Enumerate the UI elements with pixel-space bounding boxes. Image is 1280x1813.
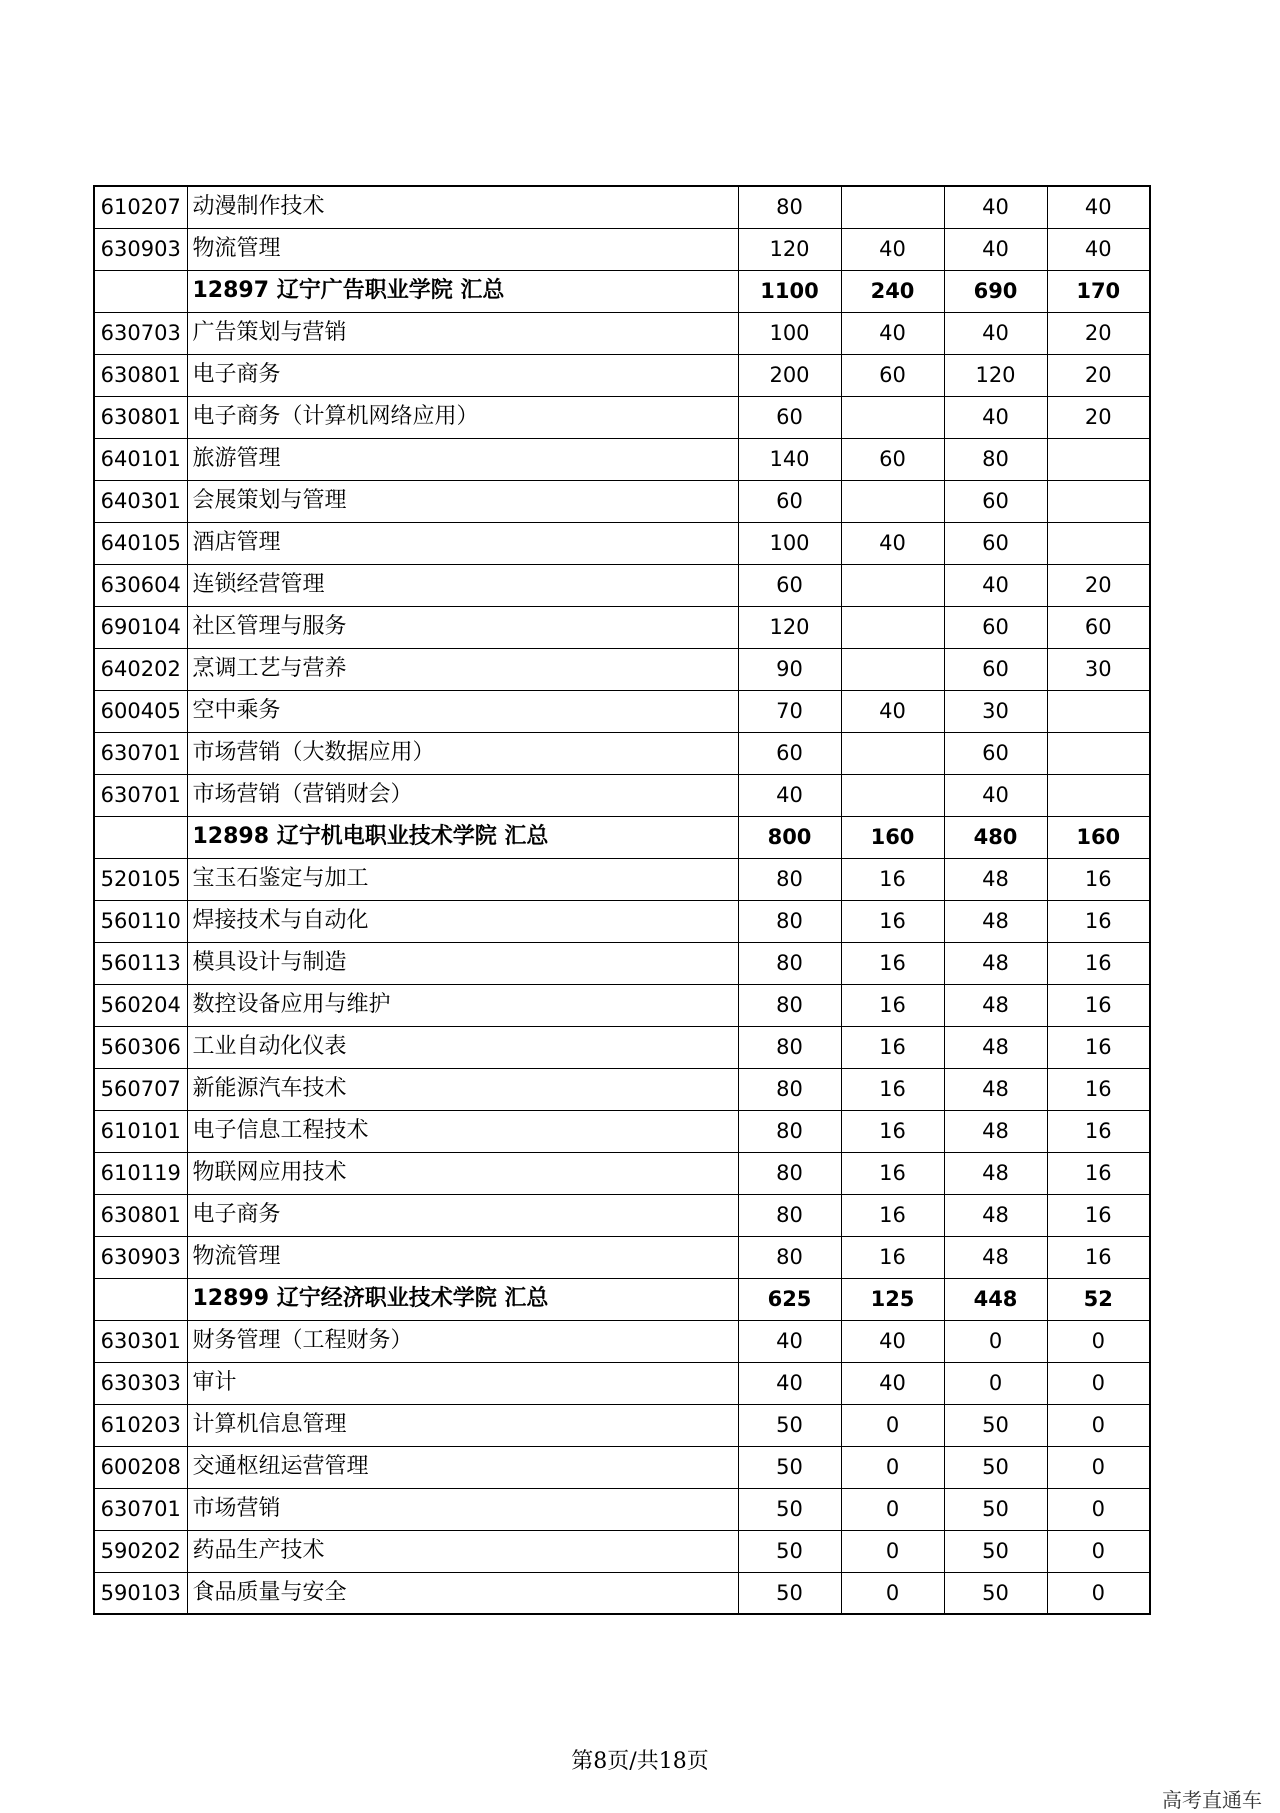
major-name-cell: 市场营销 <box>187 1488 738 1530</box>
quota-cell-2 <box>841 186 944 228</box>
table-body <box>94 186 1150 1614</box>
quota-cell-4: 40 <box>1047 186 1150 228</box>
quota-cell-2: 0 <box>841 1446 944 1488</box>
major-name-cell: 社区管理与服务 <box>187 606 738 648</box>
quota-cell-4: 0 <box>1047 1446 1150 1488</box>
major-code-cell: 560110 <box>94 900 187 942</box>
quota-cell-4: 16 <box>1047 1194 1150 1236</box>
major-code-cell <box>94 816 187 858</box>
table-row <box>94 1194 1150 1236</box>
major-name-cell: 烹调工艺与营养 <box>187 648 738 690</box>
quota-cell-1: 60 <box>738 480 841 522</box>
quota-cell-1: 80 <box>738 1236 841 1278</box>
quota-cell-4: 0 <box>1047 1362 1150 1404</box>
quota-cell-3: 48 <box>944 900 1047 942</box>
major-name-cell: 电子信息工程技术 <box>187 1110 738 1152</box>
major-code-cell: 630801 <box>94 396 187 438</box>
table-row <box>94 1110 1150 1152</box>
quota-cell-3: 48 <box>944 1194 1047 1236</box>
quota-cell-4: 0 <box>1047 1572 1150 1614</box>
quota-cell-1: 50 <box>738 1446 841 1488</box>
quota-cell-2: 0 <box>841 1488 944 1530</box>
quota-cell-4: 0 <box>1047 1404 1150 1446</box>
quota-cell-4: 0 <box>1047 1488 1150 1530</box>
major-code-cell: 630701 <box>94 732 187 774</box>
quota-cell-3: 48 <box>944 1026 1047 1068</box>
quota-cell-4: 20 <box>1047 396 1150 438</box>
table-row <box>94 1572 1150 1614</box>
quota-cell-2: 60 <box>841 354 944 396</box>
quota-cell-1: 60 <box>738 564 841 606</box>
major-name-cell: 物流管理 <box>187 1236 738 1278</box>
quota-cell-3: 80 <box>944 438 1047 480</box>
quota-cell-3: 0 <box>944 1320 1047 1362</box>
quota-cell-1: 60 <box>738 396 841 438</box>
table-row <box>94 1152 1150 1194</box>
quota-cell-2: 16 <box>841 1152 944 1194</box>
quota-cell-2: 40 <box>841 690 944 732</box>
quota-cell-1: 120 <box>738 606 841 648</box>
major-code-cell: 600208 <box>94 1446 187 1488</box>
quota-cell-2: 0 <box>841 1530 944 1572</box>
quota-cell-4: 160 <box>1047 816 1150 858</box>
table-row <box>94 564 1150 606</box>
major-code-cell: 590202 <box>94 1530 187 1572</box>
quota-cell-1: 1100 <box>738 270 841 312</box>
major-code-cell: 610101 <box>94 1110 187 1152</box>
quota-cell-2: 16 <box>841 900 944 942</box>
quota-cell-4: 20 <box>1047 312 1150 354</box>
major-code-cell: 520105 <box>94 858 187 900</box>
quota-cell-1: 70 <box>738 690 841 732</box>
major-name-cell: 模具设计与制造 <box>187 942 738 984</box>
table-row <box>94 1488 1150 1530</box>
quota-cell-3: 0 <box>944 1362 1047 1404</box>
table-row <box>94 1362 1150 1404</box>
quota-cell-3: 50 <box>944 1446 1047 1488</box>
quota-cell-2: 40 <box>841 312 944 354</box>
major-name-cell: 数控设备应用与维护 <box>187 984 738 1026</box>
quota-cell-3: 120 <box>944 354 1047 396</box>
quota-cell-4 <box>1047 732 1150 774</box>
quota-cell-2: 40 <box>841 1320 944 1362</box>
quota-cell-3: 60 <box>944 522 1047 564</box>
quota-cell-4: 30 <box>1047 648 1150 690</box>
major-code-cell: 630701 <box>94 774 187 816</box>
quota-cell-3: 60 <box>944 648 1047 690</box>
quota-cell-3: 40 <box>944 774 1047 816</box>
major-code-cell: 560204 <box>94 984 187 1026</box>
major-name-cell: 市场营销（大数据应用） <box>187 732 738 774</box>
quota-cell-1: 80 <box>738 1152 841 1194</box>
table-row <box>94 732 1150 774</box>
major-code-cell: 640101 <box>94 438 187 480</box>
major-name-cell: 酒店管理 <box>187 522 738 564</box>
table-row <box>94 480 1150 522</box>
quota-cell-3: 48 <box>944 1236 1047 1278</box>
quota-cell-4: 170 <box>1047 270 1150 312</box>
quota-cell-3: 48 <box>944 1068 1047 1110</box>
quota-cell-1: 80 <box>738 900 841 942</box>
major-name-cell: 空中乘务 <box>187 690 738 732</box>
quota-cell-1: 100 <box>738 312 841 354</box>
quota-cell-1: 80 <box>738 984 841 1026</box>
quota-cell-2 <box>841 396 944 438</box>
quota-cell-3: 48 <box>944 858 1047 900</box>
quota-cell-1: 80 <box>738 942 841 984</box>
major-name-cell: 宝玉石鉴定与加工 <box>187 858 738 900</box>
quota-cell-1: 40 <box>738 1362 841 1404</box>
quota-cell-3: 48 <box>944 1152 1047 1194</box>
table-row <box>94 1530 1150 1572</box>
quota-cell-1: 50 <box>738 1530 841 1572</box>
major-code-cell <box>94 270 187 312</box>
table-row <box>94 228 1150 270</box>
major-code-cell: 630604 <box>94 564 187 606</box>
major-name-cell: 市场营销（营销财会） <box>187 774 738 816</box>
quota-cell-1: 200 <box>738 354 841 396</box>
quota-cell-2 <box>841 564 944 606</box>
quota-cell-2: 160 <box>841 816 944 858</box>
quota-cell-3: 690 <box>944 270 1047 312</box>
quota-cell-4 <box>1047 522 1150 564</box>
quota-cell-3: 40 <box>944 564 1047 606</box>
major-name-cell: 连锁经营管理 <box>187 564 738 606</box>
quota-cell-4: 0 <box>1047 1320 1150 1362</box>
quota-cell-2: 16 <box>841 1068 944 1110</box>
quota-cell-2: 125 <box>841 1278 944 1320</box>
table-row <box>94 858 1150 900</box>
quota-cell-2: 16 <box>841 984 944 1026</box>
quota-cell-4: 16 <box>1047 900 1150 942</box>
table-row <box>94 900 1150 942</box>
major-code-cell <box>94 1278 187 1320</box>
quota-cell-3: 60 <box>944 606 1047 648</box>
quota-cell-2: 240 <box>841 270 944 312</box>
quota-cell-4 <box>1047 438 1150 480</box>
major-code-cell: 590103 <box>94 1572 187 1614</box>
watermark-text: 高考直通车 <box>1162 1788 1262 1812</box>
table-row <box>94 312 1150 354</box>
school-summary-name-cell: 12899 辽宁经济职业技术学院 汇总 <box>187 1278 738 1320</box>
quota-cell-4: 60 <box>1047 606 1150 648</box>
quota-cell-3: 60 <box>944 480 1047 522</box>
quota-cell-3: 48 <box>944 984 1047 1026</box>
table-row <box>94 690 1150 732</box>
quota-cell-1: 625 <box>738 1278 841 1320</box>
major-code-cell: 630703 <box>94 312 187 354</box>
table-row <box>94 1404 1150 1446</box>
quota-cell-4: 16 <box>1047 858 1150 900</box>
quota-cell-1: 80 <box>738 1068 841 1110</box>
table-row <box>94 942 1150 984</box>
major-code-cell: 640105 <box>94 522 187 564</box>
major-code-cell: 600405 <box>94 690 187 732</box>
quota-cell-3: 30 <box>944 690 1047 732</box>
enrollment-table <box>93 185 1151 1615</box>
major-name-cell: 广告策划与营销 <box>187 312 738 354</box>
quota-cell-4: 16 <box>1047 1236 1150 1278</box>
quota-cell-3: 480 <box>944 816 1047 858</box>
table-row <box>94 1320 1150 1362</box>
quota-cell-2: 40 <box>841 228 944 270</box>
quota-cell-2: 40 <box>841 522 944 564</box>
major-name-cell: 工业自动化仪表 <box>187 1026 738 1068</box>
quota-cell-2: 16 <box>841 1194 944 1236</box>
quota-cell-3: 448 <box>944 1278 1047 1320</box>
quota-cell-2 <box>841 774 944 816</box>
table-row <box>94 984 1150 1026</box>
quota-cell-3: 50 <box>944 1572 1047 1614</box>
table-row <box>94 1026 1150 1068</box>
major-code-cell: 630801 <box>94 354 187 396</box>
summary-row <box>94 270 1150 312</box>
major-code-cell: 610119 <box>94 1152 187 1194</box>
major-code-cell: 560306 <box>94 1026 187 1068</box>
major-name-cell: 会展策划与管理 <box>187 480 738 522</box>
quota-cell-4 <box>1047 480 1150 522</box>
quota-cell-1: 50 <box>738 1572 841 1614</box>
table-row <box>94 1068 1150 1110</box>
major-name-cell: 焊接技术与自动化 <box>187 900 738 942</box>
table-row <box>94 606 1150 648</box>
quota-cell-3: 40 <box>944 312 1047 354</box>
major-code-cell: 630301 <box>94 1320 187 1362</box>
table-row <box>94 1446 1150 1488</box>
major-name-cell: 食品质量与安全 <box>187 1572 738 1614</box>
quota-cell-1: 120 <box>738 228 841 270</box>
quota-cell-2: 16 <box>841 1026 944 1068</box>
major-code-cell: 630303 <box>94 1362 187 1404</box>
quota-cell-2: 0 <box>841 1404 944 1446</box>
quota-cell-1: 40 <box>738 774 841 816</box>
major-name-cell: 电子商务（计算机网络应用） <box>187 396 738 438</box>
quota-cell-4: 20 <box>1047 354 1150 396</box>
quota-cell-2: 16 <box>841 1110 944 1152</box>
table-row <box>94 396 1150 438</box>
quota-cell-2: 60 <box>841 438 944 480</box>
major-name-cell: 审计 <box>187 1362 738 1404</box>
major-name-cell: 财务管理（工程财务） <box>187 1320 738 1362</box>
major-name-cell: 计算机信息管理 <box>187 1404 738 1446</box>
major-code-cell: 640202 <box>94 648 187 690</box>
summary-row <box>94 816 1150 858</box>
quota-cell-4: 16 <box>1047 984 1150 1026</box>
quota-cell-2 <box>841 732 944 774</box>
quota-cell-3: 48 <box>944 942 1047 984</box>
quota-cell-1: 140 <box>738 438 841 480</box>
quota-cell-3: 40 <box>944 228 1047 270</box>
quota-cell-1: 80 <box>738 186 841 228</box>
quota-cell-2: 0 <box>841 1572 944 1614</box>
summary-row <box>94 1278 1150 1320</box>
quota-cell-2: 16 <box>841 858 944 900</box>
quota-cell-2: 16 <box>841 942 944 984</box>
quota-cell-4 <box>1047 690 1150 732</box>
table-row <box>94 354 1150 396</box>
quota-cell-4: 16 <box>1047 1026 1150 1068</box>
table-row <box>94 1236 1150 1278</box>
major-code-cell: 560113 <box>94 942 187 984</box>
quota-cell-4: 0 <box>1047 1530 1150 1572</box>
major-name-cell: 物流管理 <box>187 228 738 270</box>
major-name-cell: 电子商务 <box>187 1194 738 1236</box>
major-code-cell: 630701 <box>94 1488 187 1530</box>
major-name-cell: 物联网应用技术 <box>187 1152 738 1194</box>
quota-cell-3: 60 <box>944 732 1047 774</box>
major-name-cell: 交通枢纽运营管理 <box>187 1446 738 1488</box>
quota-cell-2: 16 <box>841 1236 944 1278</box>
quota-cell-3: 50 <box>944 1404 1047 1446</box>
quota-cell-3: 50 <box>944 1530 1047 1572</box>
major-code-cell: 630801 <box>94 1194 187 1236</box>
quota-cell-4: 16 <box>1047 1110 1150 1152</box>
quota-cell-1: 50 <box>738 1488 841 1530</box>
quota-cell-1: 800 <box>738 816 841 858</box>
quota-cell-4: 16 <box>1047 1068 1150 1110</box>
major-code-cell: 630903 <box>94 228 187 270</box>
major-code-cell: 640301 <box>94 480 187 522</box>
table-row <box>94 774 1150 816</box>
quota-cell-3: 48 <box>944 1110 1047 1152</box>
table-row <box>94 648 1150 690</box>
quota-cell-3: 40 <box>944 186 1047 228</box>
page-number: 第8页/共18页 <box>571 1749 709 1774</box>
quota-cell-2 <box>841 606 944 648</box>
major-name-cell: 动漫制作技术 <box>187 186 738 228</box>
table-row <box>94 522 1150 564</box>
quota-cell-1: 100 <box>738 522 841 564</box>
major-code-cell: 610203 <box>94 1404 187 1446</box>
quota-cell-4: 52 <box>1047 1278 1150 1320</box>
quota-cell-1: 50 <box>738 1404 841 1446</box>
major-code-cell: 610207 <box>94 186 187 228</box>
major-name-cell: 旅游管理 <box>187 438 738 480</box>
quota-cell-4: 40 <box>1047 228 1150 270</box>
quota-cell-1: 90 <box>738 648 841 690</box>
quota-cell-1: 40 <box>738 1320 841 1362</box>
quota-cell-1: 60 <box>738 732 841 774</box>
table-row <box>94 186 1150 228</box>
major-name-cell: 新能源汽车技术 <box>187 1068 738 1110</box>
quota-cell-1: 80 <box>738 1026 841 1068</box>
school-summary-name-cell: 12898 辽宁机电职业技术学院 汇总 <box>187 816 738 858</box>
major-code-cell: 560707 <box>94 1068 187 1110</box>
quota-cell-4 <box>1047 774 1150 816</box>
quota-cell-3: 40 <box>944 396 1047 438</box>
major-name-cell: 药品生产技术 <box>187 1530 738 1572</box>
major-name-cell: 电子商务 <box>187 354 738 396</box>
quota-cell-2: 40 <box>841 1362 944 1404</box>
quota-cell-4: 16 <box>1047 1152 1150 1194</box>
quota-cell-4: 20 <box>1047 564 1150 606</box>
school-summary-name-cell: 12897 辽宁广告职业学院 汇总 <box>187 270 738 312</box>
quota-cell-1: 80 <box>738 1194 841 1236</box>
quota-cell-3: 50 <box>944 1488 1047 1530</box>
quota-cell-4: 16 <box>1047 942 1150 984</box>
table-row <box>94 438 1150 480</box>
quota-cell-1: 80 <box>738 858 841 900</box>
major-code-cell: 690104 <box>94 606 187 648</box>
quota-cell-2 <box>841 480 944 522</box>
quota-cell-1: 80 <box>738 1110 841 1152</box>
major-code-cell: 630903 <box>94 1236 187 1278</box>
quota-cell-2 <box>841 648 944 690</box>
